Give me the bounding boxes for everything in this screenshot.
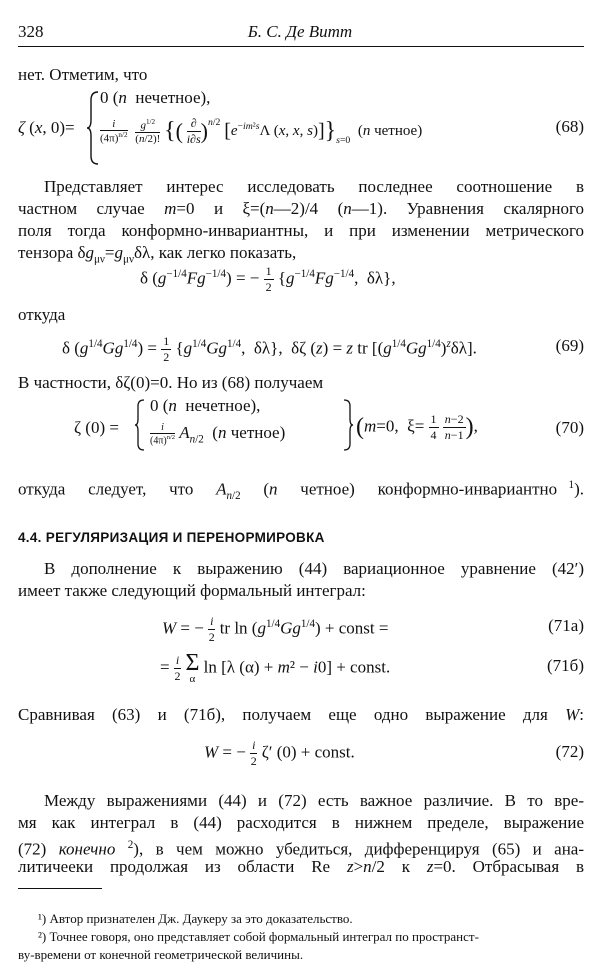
header-rule xyxy=(18,46,584,47)
eq68-lhs: ζ (x, 0)= xyxy=(18,118,75,137)
equation-72: W = − $\frac{i}{2}$ ζ′ (0) + const. xyxy=(204,738,355,768)
running-head: Б. С. Де Витт xyxy=(247,22,353,41)
para6-line2: мя как интеграл в (44) расходится в нижнем пределе, выражение xyxy=(18,813,584,832)
eq70-number: (70) xyxy=(555,418,584,437)
eq70-case-even: $\frac{i}{(4\pi)^{n/2}}$ $A_{n/2}$ (n четное) xyxy=(150,422,286,447)
eq70-right-brace xyxy=(342,398,354,452)
eq68-case-odd: 0 (n нечетное), xyxy=(100,88,211,107)
para4-line2: имеет также следующий формальный интеграл: xyxy=(18,581,366,600)
para1-line2: частном случае m=0 и ξ=(n—2)/4 (n—1). Уравнения скалярного xyxy=(18,199,585,218)
para2-text: В частности, δζ(0)=0. Но из (68) получаем xyxy=(18,373,324,392)
equation-unnumbered: δ $(g^{-1/4}Fg^{-1/4})$ = − $\frac{1}{2}$ {$g^{-1/4}Fg^{-1/4}$, δλ}, xyxy=(140,264,396,294)
eq68-case-even: $\frac{i}{(4\pi)^{n/2}}$ $\frac{g^{1/2}}{(n/2)!}$ {( ∂ i∂s )$^{n/2}$ [$e^{-im^2s}\Lambda$ (x, x, $s)]\}_{s=0}$ (n четное) xyxy=(100,116,423,146)
para6-line4: литичееки продолжая из области Re z>n/2 к z=0. Отбрасывая в xyxy=(18,857,585,876)
eq71b-number: (71б) xyxy=(547,656,584,675)
eq72-number: (72) xyxy=(555,742,584,761)
eq71a-number: (71a) xyxy=(548,616,584,635)
para5-text: Сравнивая (63) и (71б), получаем еще одно выражение для W: xyxy=(18,705,584,724)
eq68-number: (68) xyxy=(555,117,584,136)
section-title: 4.4. РЕГУЛЯРИЗАЦИЯ И ПЕРЕНОРМИРОВКА xyxy=(18,530,325,545)
para4-line1: В дополнение к выражению (44) вариационное уравнение (42′) xyxy=(44,559,584,578)
page-number: 328 xyxy=(18,22,44,41)
eq70-case-odd: 0 (n нечетное), xyxy=(150,396,261,415)
eq70-left-brace xyxy=(134,398,146,452)
footnote-2-line1: ²) Точнее говоря, оно представляет собой формальный интеграл по пространст- xyxy=(38,929,479,944)
eq70-condition: (m=0, ξ= $\frac{1}{4}$ $\frac{n-2}{n-1}$ ), xyxy=(356,412,478,442)
equation-69: δ $(g^{1/4}Gg^{1/4})$ = $\frac{1}{2}$ {$g^{1/4}Gg^{1/4}$, δλ}, δζ (z) = z tr $[(g^{1/4}Gg^{1/4})^z\delta\lambda]$. xyxy=(62,334,477,364)
equation-71a: W = − $\frac{i}{2}$ tr $\ln (g^{1/4}Gg^{1/4})$ + const = xyxy=(162,614,389,644)
para3-text: откуда следует, что $A_{n/2}$ (n четное) конформно-инвариантно $^1$). xyxy=(18,479,584,503)
equation-71b: = $\frac{i}{2}$ Σ α ln [λ (α) + m² − i0] + const. xyxy=(160,650,391,685)
footnote-rule xyxy=(18,888,102,889)
intro-text: нет. Отметим, что xyxy=(18,65,148,84)
para1-line4: тензора $\delta g_{\mu\nu}=g_{\mu\nu}\delta\lambda$, как легко показать, xyxy=(18,243,297,266)
eq69-number: (69) xyxy=(555,336,584,355)
para1-line3: поля тогда конформно-инвариантны, и при изменении метрического xyxy=(18,221,584,240)
eq68-brace xyxy=(86,90,100,166)
footnote-1: ¹) Автор признателен Дж. Даукеру за это доказательство. xyxy=(38,911,353,926)
eq70-lhs: ζ (0) = xyxy=(74,418,119,437)
footnote-2-line2: ву-времени от конечной геометрической величины. xyxy=(18,947,304,962)
para1-line1: Представляет интерес исследовать последнее соотношение в xyxy=(44,177,584,196)
para6-line1: Между выражениями (44) и (72) есть важное различие. В то вре- xyxy=(44,791,584,810)
para6-line3: (72) конечно $^2$), в чем можно убедиться, дифференцируя (65) и ана- xyxy=(18,839,585,859)
otkuda-text-1: откуда xyxy=(18,305,66,324)
